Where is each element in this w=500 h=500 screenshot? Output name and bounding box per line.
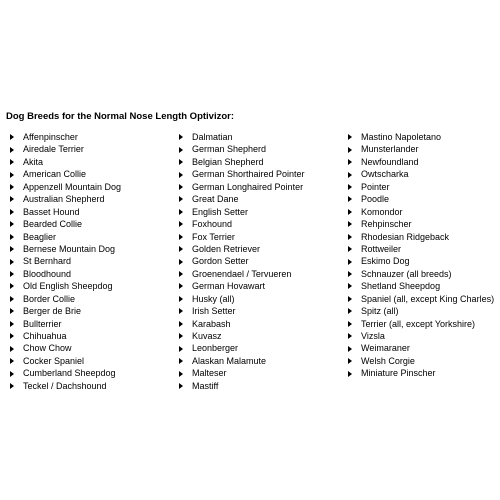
- breed-name: Dalmatian: [192, 132, 233, 142]
- triangle-right-icon: [179, 283, 183, 289]
- breed-column-1: [10, 131, 121, 392]
- triangle-right-icon: [10, 371, 14, 377]
- breed-list-item: [348, 367, 494, 379]
- triangle-right-icon: [10, 184, 14, 190]
- breed-name: English Setter: [192, 206, 249, 217]
- breed-name: Bearded Collie: [23, 219, 83, 230]
- breed-list-item: [10, 342, 121, 354]
- breed-list-item: [10, 280, 121, 292]
- breed-name: Affenpinscher: [23, 132, 78, 142]
- breed-name: Berger de Brie: [23, 306, 82, 317]
- triangle-right-icon: [10, 383, 14, 389]
- breed-list-item: [10, 355, 121, 367]
- breed-list-item: [348, 193, 494, 205]
- triangle-right-icon: [348, 172, 352, 178]
- breed-name: Akita: [23, 156, 44, 167]
- breed-list-item: [348, 255, 494, 267]
- breed-list-item: [179, 268, 305, 280]
- breed-name: Welsh Corgie: [361, 355, 415, 366]
- breed-list-item: [179, 243, 305, 255]
- breed-list-item: [10, 293, 121, 305]
- breed-name: Rehpinscher: [361, 219, 412, 230]
- breed-name: Mastiff: [192, 380, 219, 391]
- breed-list-item: [348, 355, 494, 367]
- triangle-right-icon: [348, 246, 352, 252]
- triangle-right-icon: [179, 346, 183, 352]
- breed-name: Irish Setter: [192, 306, 236, 317]
- breed-name: Teckel / Dachshound: [23, 380, 107, 391]
- breed-name: Eskimo Dog: [361, 256, 410, 267]
- breed-name: American Collie: [23, 169, 87, 180]
- breed-name: Spaniel (all, except King Charles): [361, 293, 495, 304]
- breed-list-item: [179, 318, 305, 330]
- breed-list-item: [10, 367, 121, 379]
- breed-list-item: [179, 380, 305, 392]
- triangle-right-icon: [179, 196, 183, 202]
- breed-list-item: [10, 330, 121, 342]
- breed-name: Vizsla: [361, 331, 385, 341]
- breed-list-item: [179, 131, 305, 143]
- breed-name: Newfoundland: [361, 156, 419, 167]
- breed-name: Old English Sheepdog: [23, 281, 113, 292]
- breed-list-item: [179, 231, 305, 243]
- breed-name: German Hovawart: [192, 281, 266, 292]
- breed-name: Fox Terrier: [192, 231, 235, 242]
- breed-list-item: [179, 280, 305, 292]
- triangle-right-icon: [179, 271, 183, 277]
- breed-list-item: [10, 143, 121, 155]
- triangle-right-icon: [179, 221, 183, 227]
- triangle-right-icon: [179, 159, 183, 165]
- triangle-right-icon: [179, 296, 183, 302]
- breed-list-item: [10, 243, 121, 255]
- breed-name: Malteser: [192, 368, 227, 379]
- triangle-right-icon: [179, 147, 183, 153]
- breed-name: Rhodesian Ridgeback: [361, 231, 450, 242]
- triangle-right-icon: [348, 371, 352, 377]
- breed-name: Appenzell Mountain Dog: [23, 181, 122, 192]
- triangle-right-icon: [10, 147, 14, 153]
- breed-list-item: [348, 231, 494, 243]
- breed-list-item: [10, 305, 121, 317]
- breed-list-item: [179, 342, 305, 354]
- breed-list-item: [10, 156, 121, 168]
- breed-list-item: [348, 318, 494, 330]
- breed-list-item: [179, 218, 305, 230]
- triangle-right-icon: [10, 246, 14, 252]
- breed-list-item: [348, 243, 494, 255]
- triangle-right-icon: [179, 172, 183, 178]
- triangle-right-icon: [10, 234, 14, 240]
- breed-name: Great Dane: [192, 194, 239, 205]
- triangle-right-icon: [348, 333, 352, 339]
- triangle-right-icon: [179, 234, 183, 240]
- triangle-right-icon: [348, 184, 352, 190]
- triangle-right-icon: [348, 147, 352, 153]
- breed-list-item: [179, 143, 305, 155]
- triangle-right-icon: [179, 209, 183, 215]
- breed-list-item: [348, 206, 494, 218]
- page-title: Dog Breeds for the Normal Nose Length Optivizor:: [6, 111, 235, 122]
- breed-name: Gordon Setter: [192, 256, 249, 267]
- breed-name: Bloodhound: [23, 268, 72, 279]
- breed-name: Weimaraner: [361, 343, 410, 354]
- breed-list-item: [179, 355, 305, 367]
- breed-list-item: [348, 181, 494, 193]
- breed-list-item: [10, 231, 121, 243]
- triangle-right-icon: [348, 259, 352, 265]
- triangle-right-icon: [348, 346, 352, 352]
- breed-name: Foxhound: [192, 219, 233, 230]
- triangle-right-icon: [10, 172, 14, 178]
- triangle-right-icon: [10, 283, 14, 289]
- breed-name: Karabash: [192, 318, 231, 329]
- breed-list-item: [348, 293, 494, 305]
- triangle-right-icon: [10, 296, 14, 302]
- breed-name: German Longhaired Pointer: [192, 181, 304, 192]
- triangle-right-icon: [348, 221, 352, 227]
- breed-name: Cocker Spaniel: [23, 355, 85, 366]
- breed-name: Beaglier: [23, 231, 57, 242]
- breed-name: St Bernhard: [23, 256, 72, 267]
- breed-list-item: [179, 367, 305, 379]
- breed-list-item: [179, 156, 305, 168]
- breed-list-item: [10, 268, 121, 280]
- breed-name: Alaskan Malamute: [192, 355, 267, 366]
- triangle-right-icon: [348, 321, 352, 327]
- breed-name: Terrier (all, except Yorkshire): [361, 318, 476, 329]
- triangle-right-icon: [10, 259, 14, 265]
- triangle-right-icon: [10, 321, 14, 327]
- triangle-right-icon: [179, 383, 183, 389]
- triangle-right-icon: [179, 246, 183, 252]
- breed-name: Leonberger: [192, 343, 239, 354]
- breed-column-2: [179, 131, 305, 392]
- triangle-right-icon: [179, 259, 183, 265]
- breed-list-item: [348, 156, 494, 168]
- breed-name: Schnauzer (all breeds): [361, 268, 452, 279]
- triangle-right-icon: [348, 234, 352, 240]
- breed-list-item: [348, 305, 494, 317]
- triangle-right-icon: [179, 134, 183, 140]
- breed-list-item: [179, 330, 305, 342]
- triangle-right-icon: [10, 358, 14, 364]
- breed-name: Border Collie: [23, 293, 76, 304]
- breed-list-item: [10, 131, 121, 143]
- breed-name: Rottweiler: [361, 243, 402, 254]
- breed-list-item: [179, 181, 305, 193]
- breed-list-item: [179, 305, 305, 317]
- breed-name: Cumberland Sheepdog: [23, 368, 116, 379]
- breed-list-item: [348, 131, 494, 143]
- triangle-right-icon: [348, 134, 352, 140]
- breed-list-item: [179, 255, 305, 267]
- breed-name: Bullterrier: [23, 318, 62, 329]
- triangle-right-icon: [10, 209, 14, 215]
- breed-list-item: [10, 181, 121, 193]
- breed-name: Chihuahua: [23, 331, 67, 341]
- breed-name: Komondor: [361, 206, 403, 217]
- breed-list-item: [348, 342, 494, 354]
- triangle-right-icon: [179, 184, 183, 190]
- breed-list-item: [179, 206, 305, 218]
- triangle-right-icon: [348, 196, 352, 202]
- breed-list-item: [10, 206, 121, 218]
- breed-name: Mastino Napoletano: [361, 132, 442, 142]
- breed-name: Belgian Shepherd: [192, 156, 264, 167]
- breed-name: Shetland Sheepdog: [361, 281, 441, 292]
- breed-list-item: [10, 193, 121, 205]
- triangle-right-icon: [10, 333, 14, 339]
- triangle-right-icon: [10, 159, 14, 165]
- breed-name: Australian Shepherd: [23, 194, 105, 205]
- triangle-right-icon: [348, 308, 352, 314]
- breed-name: Airedale Terrier: [23, 144, 84, 155]
- breed-name: German Shorthaired Pointer: [192, 169, 305, 180]
- breed-list-item: [348, 168, 494, 180]
- breed-name: Bernese Mountain Dog: [23, 243, 116, 254]
- breed-list-item: [10, 218, 121, 230]
- breed-name: Kuvasz: [192, 331, 222, 341]
- breed-name: Basset Hound: [23, 206, 80, 217]
- breed-name: German Shepherd: [192, 144, 267, 155]
- triangle-right-icon: [348, 296, 352, 302]
- breed-list-item: [10, 168, 121, 180]
- triangle-right-icon: [10, 271, 14, 277]
- breed-name: Golden Retriever: [192, 243, 261, 254]
- breed-list-item: [348, 268, 494, 280]
- triangle-right-icon: [348, 209, 352, 215]
- breed-column-3: [348, 131, 494, 380]
- triangle-right-icon: [10, 308, 14, 314]
- triangle-right-icon: [179, 333, 183, 339]
- triangle-right-icon: [10, 346, 14, 352]
- triangle-right-icon: [179, 308, 183, 314]
- triangle-right-icon: [348, 358, 352, 364]
- breed-name: Miniature Pinscher: [361, 368, 436, 379]
- breed-list-item: [348, 218, 494, 230]
- triangle-right-icon: [10, 134, 14, 140]
- triangle-right-icon: [179, 321, 183, 327]
- triangle-right-icon: [348, 283, 352, 289]
- breed-list-item: [179, 168, 305, 180]
- triangle-right-icon: [10, 221, 14, 227]
- breed-list-item: [348, 280, 494, 292]
- breed-name: Spitz (all): [361, 306, 399, 317]
- breed-list-item: [348, 330, 494, 342]
- breed-list-item: [10, 318, 121, 330]
- breed-name: Husky (all): [192, 293, 235, 304]
- breed-list-item: [10, 255, 121, 267]
- breed-name: Groenendael / Tervueren: [192, 268, 292, 279]
- breed-list-item: [179, 293, 305, 305]
- triangle-right-icon: [348, 271, 352, 277]
- triangle-right-icon: [10, 196, 14, 202]
- breed-name: Owtscharka: [361, 169, 409, 180]
- breed-name: Pointer: [361, 181, 390, 192]
- breed-name: Chow Chow: [23, 343, 72, 354]
- breed-name: Munsterlander: [361, 144, 419, 155]
- breed-list-item: [10, 380, 121, 392]
- triangle-right-icon: [179, 358, 183, 364]
- breed-list-item: [348, 143, 494, 155]
- triangle-right-icon: [179, 371, 183, 377]
- breed-list-item: [179, 193, 305, 205]
- triangle-right-icon: [348, 159, 352, 165]
- breed-name: Poodle: [361, 194, 390, 205]
